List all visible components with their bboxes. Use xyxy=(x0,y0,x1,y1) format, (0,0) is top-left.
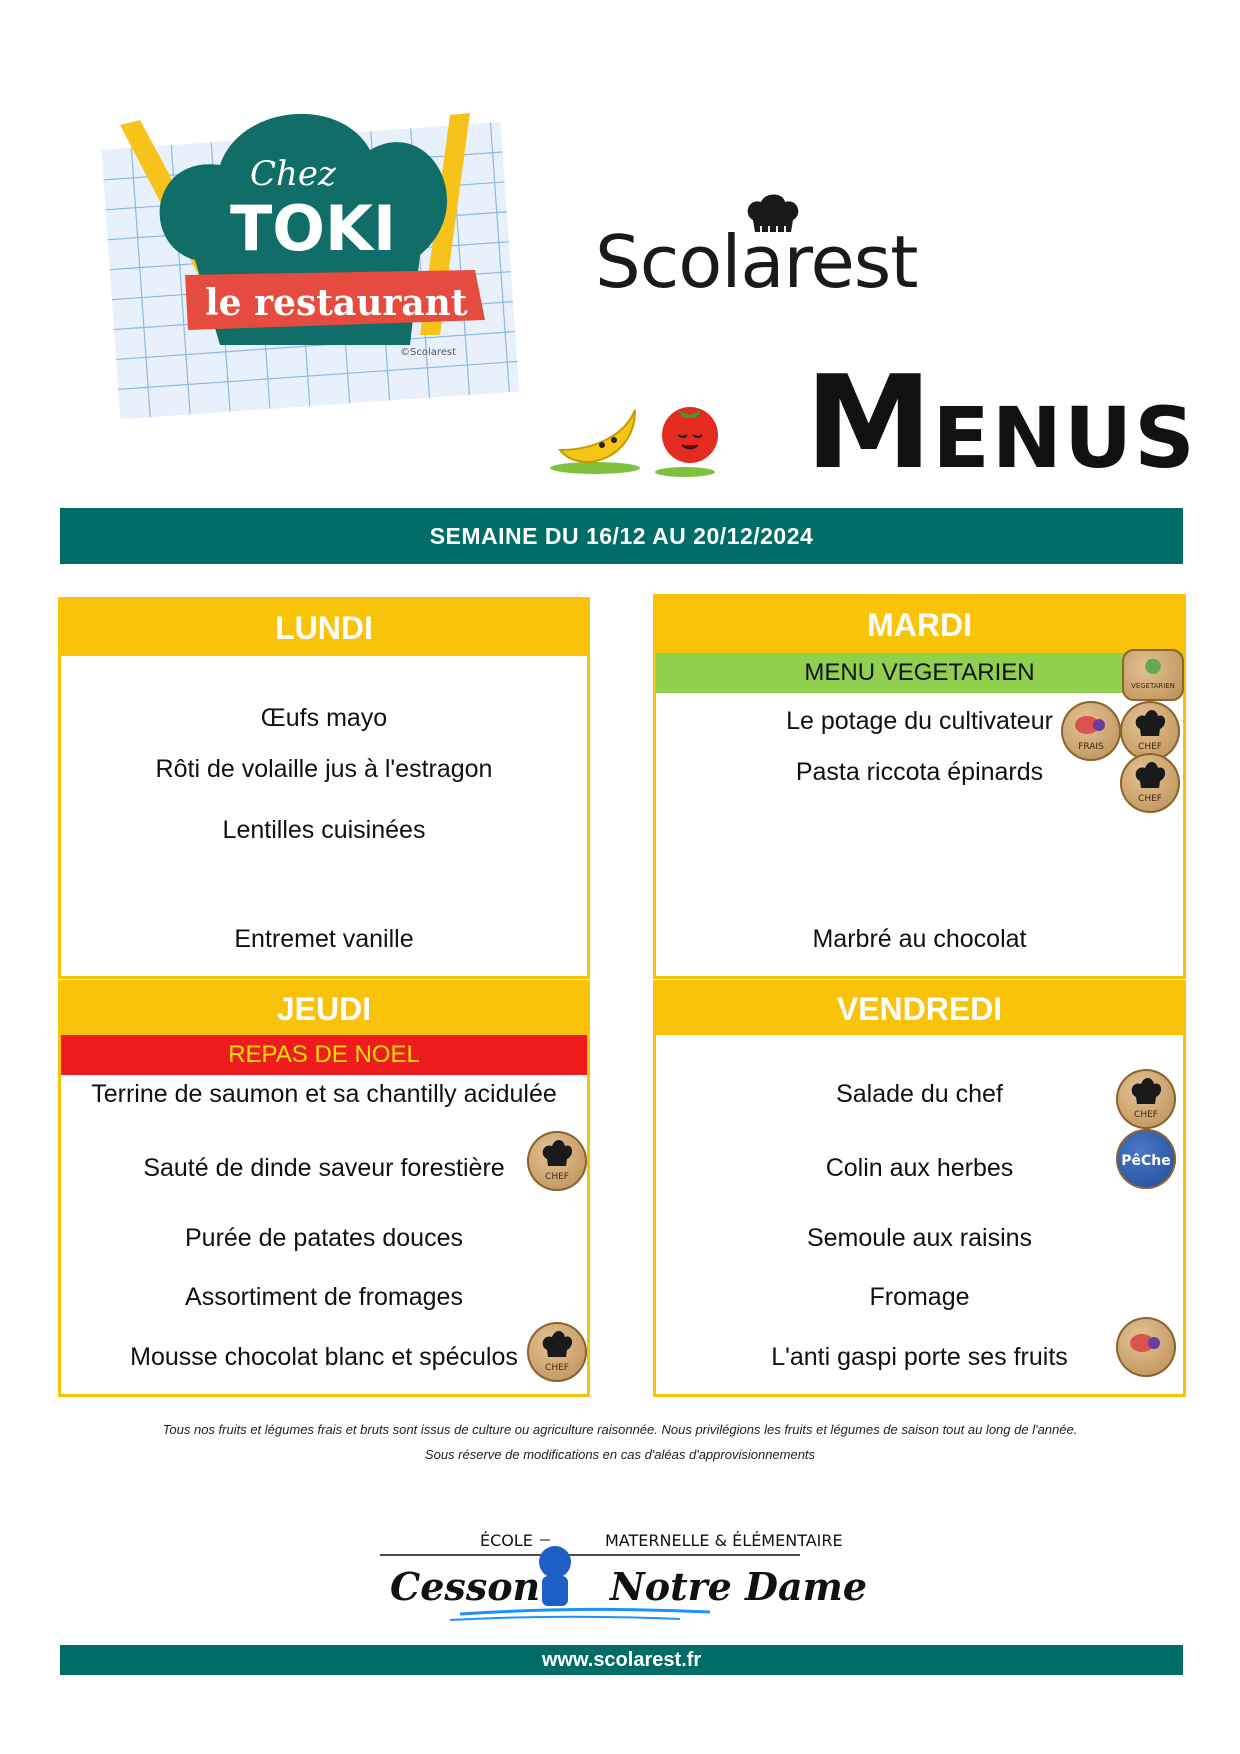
svg-text:Notre Dame: Notre Dame xyxy=(610,1564,868,1609)
svg-text:CHEF: CHEF xyxy=(545,1172,569,1182)
footnote-disclaimer: Sous réserve de modifications en cas d'aléas d'approvisionnements xyxy=(424,1447,816,1462)
chef-badge-icon xyxy=(1120,753,1180,813)
school-logo xyxy=(380,1518,880,1628)
svg-text:VEGETARIEN: VEGETARIEN xyxy=(1131,682,1175,690)
dish-item: Sauté de dinde saveur forestière xyxy=(143,1154,505,1182)
svg-text:FRAIS: FRAIS xyxy=(1078,742,1104,752)
page-title xyxy=(805,349,1197,498)
svg-text:CHEF: CHEF xyxy=(545,1363,569,1373)
dish-item: Terrine de saumon et sa chantilly acidulée xyxy=(91,1080,557,1108)
dish-item: Semoule aux raisins xyxy=(806,1224,1033,1252)
svg-text:CHEF: CHEF xyxy=(1138,794,1162,804)
week-banner xyxy=(60,508,1183,564)
week-text: SEMAINE DU 16/12 AU 20/12/2024 xyxy=(429,522,814,549)
scolarest-logo xyxy=(595,190,918,304)
toki-name-text: TOKI xyxy=(230,192,397,265)
svg-text:CHEF: CHEF xyxy=(1134,1110,1158,1120)
website-banner xyxy=(60,1645,1183,1675)
svg-text:Cesson: Cesson xyxy=(390,1564,541,1609)
day-title-mardi: MARDI xyxy=(656,597,1183,653)
footnote-sourcing: Tous nos fruits et légumes frais et bruts sont issus de culture ou agriculture raisonnée. Nous privilégions les fruits et légumes de saison tout au long de l'année. xyxy=(162,1422,1078,1437)
vegetarien-badge-icon xyxy=(1122,649,1184,701)
svg-text:MATERNELLE & ÉLÉMENTAIRE: MATERNELLE & ÉLÉMENTAIRE xyxy=(605,1531,843,1550)
menu-vegetarien-band: MENU VEGETARIEN xyxy=(656,653,1183,693)
dish-item: Mousse chocolat blanc et spéculos xyxy=(130,1343,518,1371)
day-title-jeudi: JEUDI xyxy=(61,983,587,1035)
title-first-letter: M xyxy=(805,349,933,498)
chef-badge-icon xyxy=(1120,701,1180,761)
dish-item: Salade du chef xyxy=(836,1080,1003,1108)
dish-item: Pasta riccota épinards xyxy=(795,758,1044,786)
dish-item: Purée de patates douces xyxy=(185,1224,463,1252)
toki-chez-text: Chez xyxy=(250,154,336,194)
day-panel-vendredi xyxy=(653,980,1186,1397)
dish-item: Œufs mayo xyxy=(260,704,388,732)
day-panel-lundi xyxy=(58,597,590,979)
website-link[interactable]: www.scolarest.fr xyxy=(541,1648,702,1671)
dish-item: Rôti de volaille jus à l'estragon xyxy=(155,755,493,783)
dish-item: Lentilles cuisinées xyxy=(222,816,426,844)
chef-badge-icon xyxy=(527,1131,587,1191)
scolarest-wordmark: Scolarest xyxy=(595,220,918,304)
fruit-mascots xyxy=(540,390,760,480)
frais-badge-icon xyxy=(1061,701,1121,761)
title-rest: ENUS xyxy=(932,389,1197,487)
frais-badge-icon xyxy=(1116,1317,1176,1377)
day-title-lundi: LUNDI xyxy=(61,600,587,656)
chef-badge-icon xyxy=(527,1322,587,1382)
dish-item: Entremet vanille xyxy=(234,925,414,953)
day-panel-jeudi xyxy=(58,980,590,1397)
dish-item: Le potage du cultivateur xyxy=(786,707,1053,735)
toki-ribbon-text: le restaurant xyxy=(205,282,468,324)
svg-text:CHEF: CHEF xyxy=(1138,742,1162,752)
chez-toki-logo xyxy=(100,95,540,435)
dish-item: Assortiment de fromages xyxy=(185,1283,463,1311)
day-title-vendredi: VENDREDI xyxy=(656,983,1183,1035)
toki-copyright: ©Scolarest xyxy=(400,347,457,358)
dish-item: L'anti gaspi porte ses fruits xyxy=(771,1343,1068,1371)
dish-item: Marbré au chocolat xyxy=(812,925,1027,953)
repas-de-noel-band: REPAS DE NOEL xyxy=(61,1035,587,1075)
svg-text:PêChe: PêChe xyxy=(1121,1153,1171,1169)
chef-badge-icon xyxy=(1116,1069,1176,1129)
day-panel-mardi xyxy=(653,594,1186,979)
peche-badge-icon xyxy=(1116,1129,1176,1189)
dish-item: Colin aux herbes xyxy=(825,1154,1014,1182)
dish-item: Fromage xyxy=(869,1283,970,1311)
svg-text:ÉCOLE: ÉCOLE xyxy=(480,1531,533,1550)
